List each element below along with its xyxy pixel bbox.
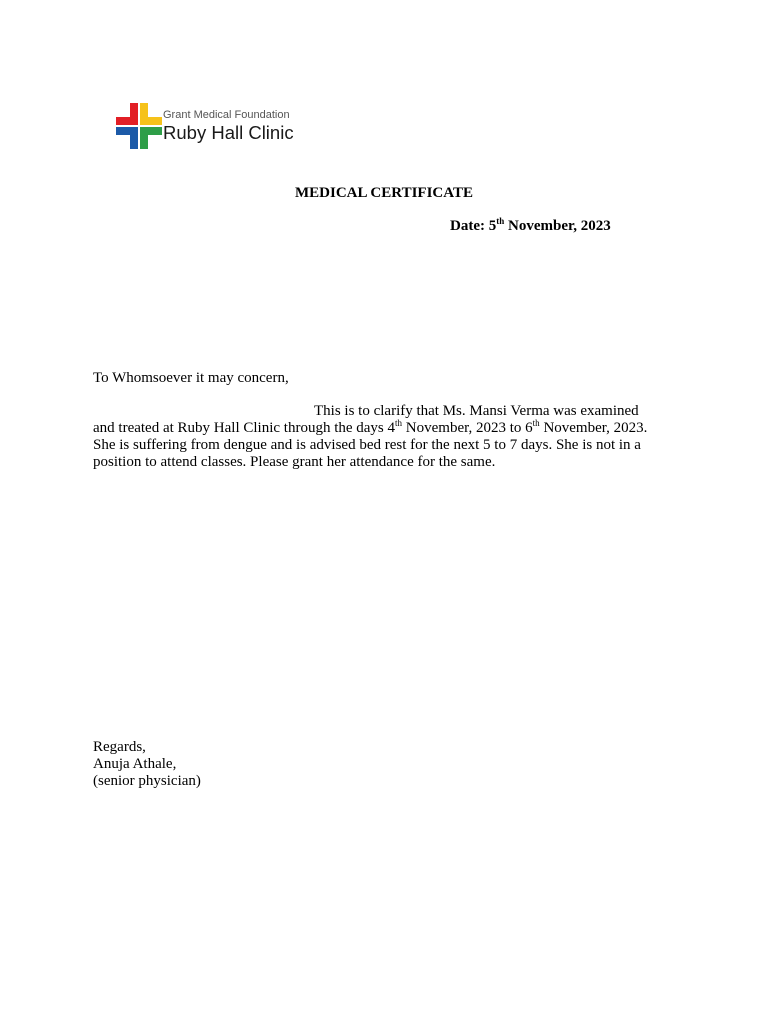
medical-cross-icon [116,103,162,149]
certificate-date [450,218,611,235]
date-day: 5 [488,218,497,234]
certificate-body [93,403,673,471]
logo-wordmark [163,109,294,143]
body-line-2-part-2: November, 2023 to 6 [402,420,533,436]
signatory-designation: (senior physician) [93,773,201,789]
signature-block [93,739,201,790]
salutation: To Whomsoever it may concern, [93,370,289,386]
body-line-4: position to attend classes. Please grant her attendance for the same. [93,454,496,470]
body-line-2 [93,420,673,437]
date-month-year: November, 2023 [504,218,611,234]
body-line-2-part-1: and treated at Ruby Hall Clinic through the days 4 [93,420,396,436]
body-line-1: This is to clarify that Ms. Mansi Verma was examined [314,403,639,419]
body-line-3: She is suffering from dengue and is advised bed rest for the next 5 to 7 days. She is not in a [93,437,641,453]
date-label: Date: [450,218,489,234]
regards-text: Regards, [93,739,146,755]
foundation-name: Grant Medical Foundation [163,109,290,121]
start-date-suffix: th [395,418,403,428]
clinic-name: Ruby Hall Clinic [163,122,294,143]
clinic-logo [116,103,306,149]
document-title: MEDICAL CERTIFICATE [295,185,473,201]
signatory-name: Anuja Athale, [93,756,177,772]
end-date-suffix: th [532,418,540,428]
date-day-suffix: th [496,216,505,226]
body-line-2-part-3: November, 2023. [539,420,648,436]
